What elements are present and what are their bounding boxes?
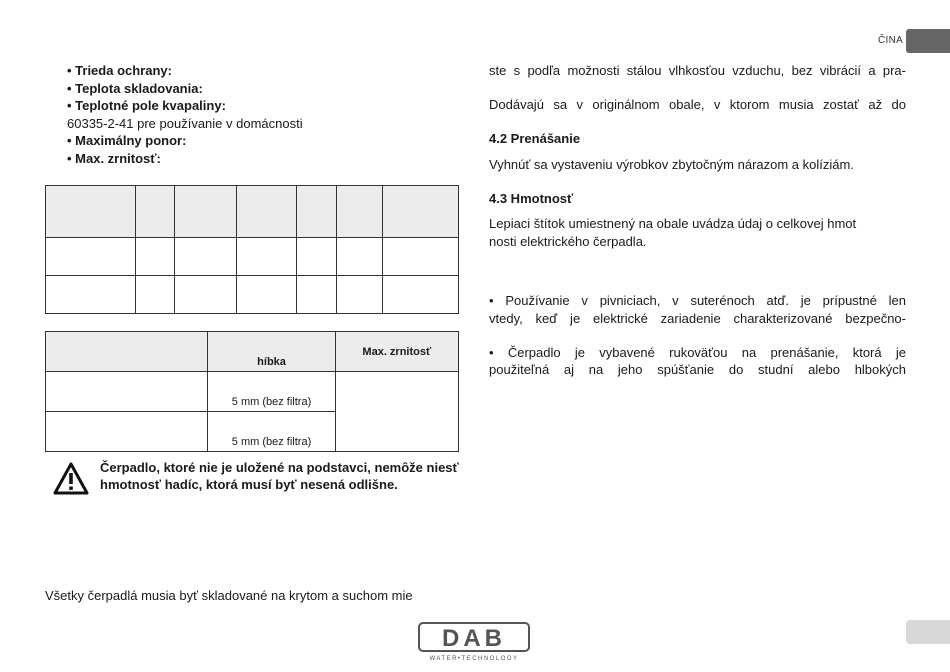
header-max-grain: Max. zrnitosť — [335, 332, 458, 372]
spec-liquid-temp: • Teplotné pole kvapaliny: — [67, 98, 226, 113]
table-cell — [236, 238, 297, 276]
table-cell — [236, 186, 297, 238]
bullet-line: • Používanie v pivniciach, v suterénoch atď. je prípustné len — [489, 293, 906, 308]
table-row — [46, 238, 459, 276]
page-number-tab — [906, 620, 950, 644]
table-cell — [46, 372, 208, 412]
paragraph-line: Dodávajú sa v originálnom obale, v ktorom musia zostať až do — [489, 97, 906, 112]
table-cell — [174, 186, 236, 238]
spec-liquid-temp-note: 60335-2-41 pre používanie v domácnosti — [67, 115, 303, 131]
table-cell — [46, 412, 208, 452]
table-cell — [46, 332, 208, 372]
table-cell — [174, 238, 236, 276]
grain-value: 5 mm (bez filtra) — [208, 412, 335, 452]
table-cell — [46, 238, 136, 276]
section-tab-marker — [906, 29, 950, 53]
paragraph-line: Vyhnúť sa vystaveniu výrobkov zbytočným nárazom a kolíziám. — [489, 157, 854, 172]
bullet-line: vtedy, keď je elektrické zariadenie charakterizované bezpečno- — [489, 311, 906, 326]
table-header-row — [46, 186, 459, 238]
spec-protection-class: • Trieda ochrany: — [67, 63, 172, 78]
table-row — [46, 276, 459, 314]
section-heading-4-3: 4.3 Hmotnosť — [489, 191, 574, 206]
spec-list — [67, 62, 303, 167]
pump-data-table — [45, 185, 459, 314]
table-cell — [337, 276, 383, 314]
spec-storage-temp: • Teplota skladovania: — [67, 80, 203, 96]
depth-grain-table — [45, 331, 459, 452]
warning-text: Čerpadlo, ktoré nie je uložené na podstavci, nemôže niesť hmotnosť hadíc, ktorá musí byť nesená odlišne. — [100, 460, 459, 492]
grain-value: 5 mm (bez filtra) — [208, 372, 335, 412]
table-cell — [297, 276, 337, 314]
section-heading-4-2: 4.2 Prenášanie — [489, 131, 581, 146]
spec-max-grain: • Max. zrnitosť: — [67, 150, 161, 166]
table-cell — [383, 276, 459, 314]
warning-triangle-icon — [53, 461, 89, 497]
table-cell — [337, 186, 383, 238]
table-cell — [297, 238, 337, 276]
logo-tagline: WATER•TECHNOLOGY — [429, 656, 519, 662]
table-cell — [337, 238, 383, 276]
table-cell — [135, 238, 174, 276]
logo-brand: DAB — [442, 625, 506, 652]
table-header-row — [46, 332, 459, 372]
storage-paragraph: Všetky čerpadlá musia byť skladované na krytom a suchom mie — [45, 588, 413, 603]
table-cell — [297, 186, 337, 238]
table-cell-merged — [335, 372, 458, 452]
spec-max-depth: • Maximálny ponor: — [67, 133, 187, 148]
table-cell — [236, 276, 297, 314]
paragraph-line: nosti elektrického čerpadla. — [489, 234, 647, 249]
table-cell — [383, 238, 459, 276]
paragraph-line: Lepiaci štítok umiestnený na obale uvádza údaj o celkovej hmot — [489, 216, 857, 231]
table-cell — [135, 276, 174, 314]
table-cell — [174, 276, 236, 314]
bullet-line: • Čerpadlo je vybavené rukoväťou na prenášanie, ktorá je — [489, 345, 906, 360]
table-cell — [383, 186, 459, 238]
bullet-line: použiteľná aj na jeho spúšťanie do studní alebo hlbokých — [489, 362, 906, 377]
dab-logo — [418, 622, 532, 662]
table-cell — [46, 186, 136, 238]
table-cell — [46, 276, 136, 314]
table-row — [46, 372, 459, 412]
section-tab-label: ČINA — [878, 35, 904, 46]
table-cell — [135, 186, 174, 238]
paragraph-line: ste s podľa možnosti stálou vlhkosťou vzduchu, bez vibrácií a pra- — [489, 63, 906, 78]
header-depth: híbka — [208, 332, 335, 372]
